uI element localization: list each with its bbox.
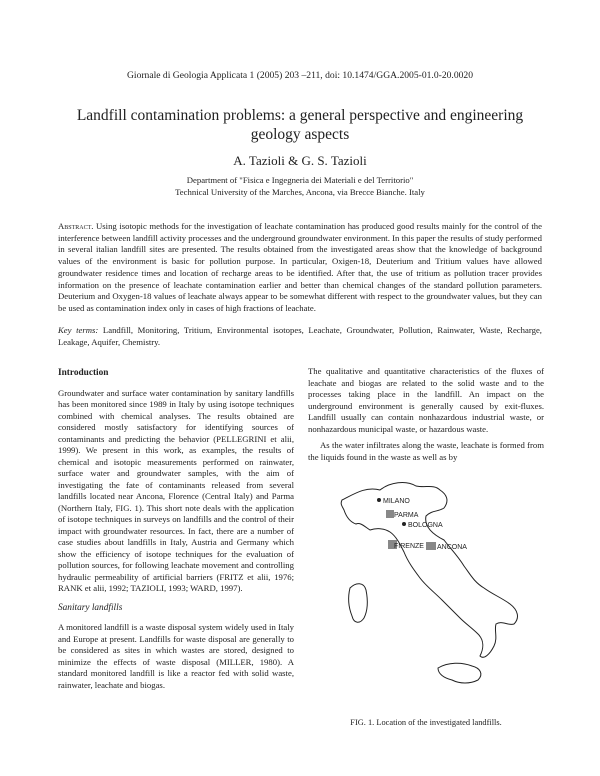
infiltration-paragraph: As the water infiltrates along the waste, leachate is formed from the liquids found in the waste as well as by <box>308 440 544 462</box>
italy-outline <box>341 483 517 658</box>
ancona-label: ANCONA <box>437 544 467 551</box>
section-heading-introduction: Introduction <box>58 368 109 378</box>
abstract <box>58 221 542 315</box>
paper-title: Landfill contamination problems: a general perspective and engineering geology aspects <box>76 107 524 143</box>
ancona-marker <box>426 542 436 550</box>
parma-label: PARMA <box>394 512 419 519</box>
keywords <box>58 325 542 348</box>
journal-citation: Giornale di Geologia Applicata 1 (2005) 203 –211, doi: 10.1474/GGA.2005-01.0-20.0020 <box>126 70 474 81</box>
bologna-marker <box>402 522 406 526</box>
subsection-heading-sanitary-landfills: Sanitary landfills <box>58 602 123 613</box>
parma-marker <box>386 510 394 518</box>
milano-marker <box>377 498 381 502</box>
milano-label: MILANO <box>383 498 410 505</box>
figure-caption: FIG. 1. Location of the investigated landfills. <box>350 718 502 727</box>
sanitary-landfills-paragraph: A monitored landfill is a waste disposal system widely used in Italy and Europe at present. Landfills for waste disposal are generally to be considered as sites in which wastes are stored, designed to minimize the effects of waste disposal (MILLER, 1980). A standard monitored landfill is like a reactor fed with solid waste, rainwater, leachate and biogas. <box>58 622 294 690</box>
firenze-label: FIRENZE <box>394 543 424 550</box>
left-column <box>58 368 294 691</box>
right-column <box>308 366 544 463</box>
keywords-label: Key terms: <box>58 325 99 335</box>
keywords-text: Landfill, Monitoring, Tritium, Environmental isotopes, Leachate, Groundwater, Pollution, Rainwater, Waste, Recharge, Leakage, Aquifer, Chemistry. <box>58 325 542 347</box>
intro-paragraph: Groundwater and surface water contamination by sanitary landfills has been monitored since 1989 in Italy by using isotope techniques combined with chemical analyses. The results obtained are considered mostly satisfactory for identifying sources of contaminants and predicting the behavior (PELLEGRINI et alii, 1999). We present in this work, as examples, the results of chemical and isotopic measurements performed on rainwater, surface water and groundwater samples, with the aim of investigating the fate of contaminants released from several landfills located near Ancona, Florence (Central Italy) and Parma (Northern Italy, FIG. 1). This short note deals with the application of isotope techniques in surveys on landfills and the control of their impact with groundwater resources. In fact, there are a number of case studies about landfills in Italy, Austria and Germany which show the efficiency of isotope techniques for the evaluation of pollution sources, for following leachate movement and controlling hydraulic permeability of artificial barriers (FRITZ et alii, 1976; RANK et alii, 1992; TAZIOLI, 1993; WARD, 1997). <box>58 387 294 593</box>
italy-map-figure <box>334 478 524 698</box>
fluxes-paragraph: The qualitative and quantitative characteristics of the fluxes of leachate and biogas are related to the solid waste and to the processes taking place in the landfill. An impact on the underground environment is generally caused by exit-fluxes. Landfill usually can contain nonhazardous industrial waste, or nonhazardous municipal waste, or hazardous waste. <box>308 366 544 434</box>
sardinia-outline <box>349 584 368 623</box>
abstract-label: Abstract. <box>58 221 94 231</box>
affiliation <box>0 174 600 198</box>
abstract-text: Using isotopic methods for the investigation of leachate contamination has produced good results mainly for the control of the interference between landfill activity processes and the underground groundwater environment. In this paper the results of study performed in several italian landfill sites are presented. The results obtained from the investigated areas show that the knowledge of background values of the environment is basic for pollution purpose. In particular, Oxigen-18, Deuterium and Tritium values have allowed groundwater residence times and location of recharge areas to be identified. After that, the use of tritium as pollution tracer provides information on the presence of leachate contamination earlier and better than chemical changes of the standard pollution parameters. Deuterium and Oxygen-18 values of leachate always appear to be somewhat different with respect to the groundwater values, but they can be used as contamination index only in cases of high fractions of leachate. <box>58 221 542 313</box>
sicily-outline <box>438 663 481 683</box>
affiliation-line-1: Department of "Fisica e Ingegneria dei Materiali e del Territorio" <box>186 175 414 185</box>
bologna-label: BOLOGNA <box>408 522 443 529</box>
affiliation-line-2: Technical University of the Marches, Ancona, via Brecce Bianche. Italy <box>175 187 425 197</box>
authors: A. Tazioli & G. S. Tazioli <box>233 153 367 168</box>
